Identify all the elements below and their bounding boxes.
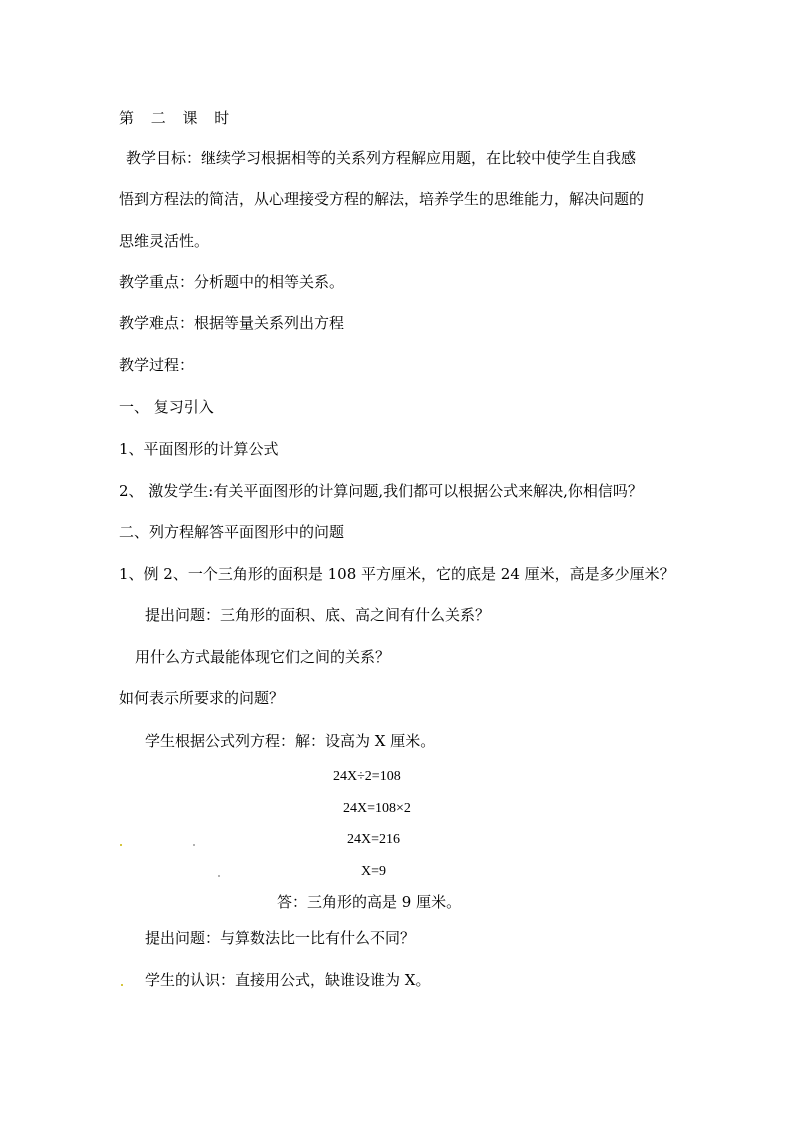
difficulty: 教学难点：根据等量关系列出方程 [119,314,345,332]
item-1-2: 2、 激发学生:有关平面图形的计算问题,我们都可以根据公式来解决,你相信吗？ [119,482,643,500]
objective-line-2: 悟到方程法的简洁，从心理接受方程的解法，培养学生的思维能力，解决问题的 [119,190,645,208]
speck-1 [120,844,122,846]
equation-3: 24X=216 [347,832,401,847]
key-point: 教学重点：分析题中的相等关系。 [119,273,345,291]
question-4: 提出问题：与算数法比一比有什么不同？ [145,929,416,947]
section-2-heading: 二、列方程解答平面图形中的问题 [119,523,345,541]
objective-line-1: 教学目标：继续学习根据相等的关系列方程解应用题，在比较中使学生自我感 [126,149,637,167]
section-1-heading: 一、 复习引入 [119,398,214,416]
example-problem: 1、例 2、一个三角形的面积是 108 平方厘米，它的底是 24 厘米，高是多少厘米？ [119,565,675,583]
equation-2: 24X=108×2 [343,801,411,816]
question-2: 用什么方式最能体现它们之间的关系？ [135,648,391,666]
equation-4: X=9 [361,864,387,879]
speck-4 [121,984,123,986]
question-3: 如何表示所要求的问题？ [119,689,285,707]
lesson-heading: 第 二 课 时 [119,109,236,127]
objective-line-3: 思维灵活性。 [119,232,210,250]
process-heading: 教学过程： [119,356,195,374]
student-insight: 学生的认识：直接用公式，缺谁设谁为 X。 [145,971,431,989]
item-1-1: 1、平面图形的计算公式 [119,440,279,458]
speck-2 [193,844,195,846]
question-1: 提出问题：三角形的面积、底、高之间有什么关系？ [145,606,491,624]
student-equation: 学生根据公式列方程：解：设高为 X 厘米。 [145,732,436,750]
answer: 答：三角形的高是 9 厘米。 [277,893,462,911]
equation-1: 24X÷2=108 [333,769,401,784]
speck-3 [218,875,220,877]
